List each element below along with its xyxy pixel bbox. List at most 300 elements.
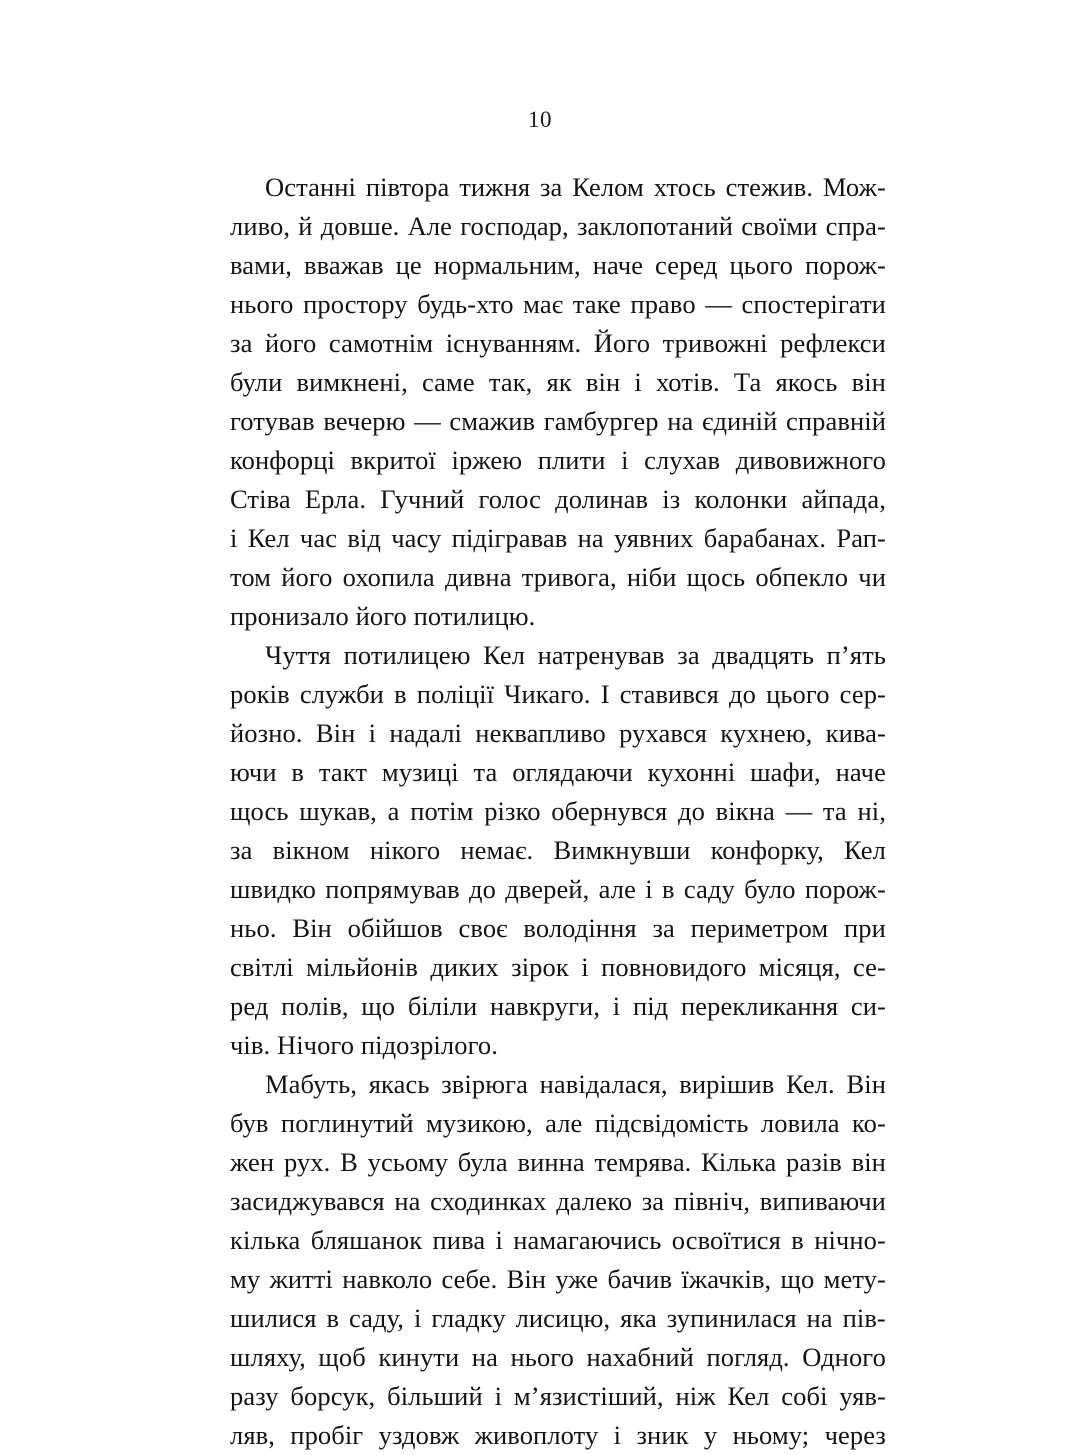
word: том — [230, 562, 272, 592]
word: він — [851, 1147, 886, 1177]
word: його — [281, 562, 333, 592]
word: уздовж — [378, 1420, 460, 1450]
word: дверей, — [505, 874, 590, 904]
word: навідалася, — [539, 1069, 668, 1099]
word: будь-хто — [417, 289, 514, 319]
word: володіння — [523, 913, 637, 943]
word: ко- — [852, 1108, 886, 1138]
word: ніж — [675, 1381, 716, 1411]
word: і — [634, 367, 642, 397]
word: ливо, — [230, 211, 291, 241]
text-line — [230, 246, 886, 285]
word: чів. — [230, 1030, 271, 1060]
word: музикою, — [426, 1108, 533, 1138]
word: ред — [230, 991, 269, 1021]
word: в — [394, 679, 407, 709]
word: служби — [299, 679, 384, 709]
word: щось — [230, 796, 289, 826]
word: разів — [786, 1147, 842, 1177]
word: освоїтися — [671, 1225, 781, 1255]
word: його — [265, 328, 317, 358]
word: мільйонів — [306, 952, 418, 982]
word: це — [395, 250, 422, 280]
word: полів, — [281, 991, 349, 1021]
text-line — [230, 597, 886, 636]
word: Рап- — [836, 523, 886, 553]
text-line — [230, 636, 886, 675]
word: гладку — [431, 1303, 506, 1333]
word: ляв, — [230, 1420, 275, 1450]
word: Він — [506, 1264, 547, 1294]
word: до — [678, 796, 705, 826]
word: за — [539, 172, 563, 202]
word: Останні — [265, 172, 356, 202]
word: якось — [775, 367, 838, 397]
word: такт — [318, 757, 368, 787]
text-line — [230, 753, 886, 792]
word: місяця, — [758, 952, 841, 982]
text-line — [230, 1221, 886, 1260]
text-line — [230, 714, 886, 753]
text-line — [230, 1377, 886, 1416]
text-line — [230, 402, 886, 441]
word: си- — [850, 991, 886, 1021]
word: був — [230, 1108, 269, 1138]
word: се- — [852, 952, 886, 982]
word: їжачків, — [681, 1264, 772, 1294]
word: господар, — [460, 211, 569, 241]
word: років — [230, 679, 290, 709]
word: на — [394, 1186, 421, 1216]
word: себе. — [441, 1264, 498, 1294]
word: нікого — [369, 835, 441, 865]
word: на — [667, 406, 694, 436]
text-line — [230, 1104, 886, 1143]
word: шляху, — [230, 1342, 306, 1372]
text-line — [230, 831, 886, 870]
word: за — [677, 640, 700, 670]
word: на — [806, 1303, 833, 1333]
word: охопила — [342, 562, 435, 592]
word: своє — [458, 913, 508, 943]
word: ньо. — [230, 913, 277, 943]
page-text-block — [230, 168, 886, 1455]
word: вами, — [230, 250, 293, 280]
text-line — [230, 441, 886, 480]
word: за — [230, 328, 253, 358]
word: хтось — [653, 172, 716, 202]
word: право — [630, 289, 696, 319]
word: довше. — [320, 211, 400, 241]
word: різко — [484, 796, 541, 826]
word: звірюга — [441, 1069, 528, 1099]
paragraph — [230, 168, 886, 636]
word: має — [523, 289, 564, 319]
word: колонки — [694, 484, 788, 514]
word: ловила — [760, 1108, 840, 1138]
word: ні, — [857, 796, 886, 826]
word: тривожні — [662, 328, 768, 358]
word: так, — [488, 367, 533, 397]
text-line — [230, 285, 886, 324]
word: серед — [655, 250, 718, 280]
word: немає. — [460, 835, 534, 865]
word: швидко — [230, 874, 316, 904]
word: дивовижного — [735, 445, 886, 475]
word: уявних — [614, 523, 694, 553]
word: уяв- — [839, 1381, 886, 1411]
word: ставився — [619, 679, 719, 709]
word: він — [585, 367, 621, 397]
text-line — [230, 1416, 886, 1455]
word: пів- — [842, 1303, 886, 1333]
text-line — [230, 1065, 886, 1104]
word: чи — [858, 562, 886, 592]
word: в — [291, 757, 305, 787]
text-line — [230, 519, 886, 558]
word: Мож- — [822, 172, 886, 202]
word: в — [326, 1303, 340, 1333]
word: і — [612, 991, 621, 1021]
word: неквапливо — [475, 718, 606, 748]
word: шафи, — [750, 757, 821, 787]
word: натренував — [537, 640, 665, 670]
text-line — [230, 1260, 886, 1299]
word: пива — [432, 1225, 486, 1255]
word: через — [824, 1420, 886, 1450]
word: Він — [846, 1069, 886, 1099]
text-line — [230, 792, 886, 831]
word: обернувся — [551, 796, 668, 826]
word: дивна — [444, 562, 512, 592]
word: нього — [230, 289, 294, 319]
word: і — [230, 523, 238, 553]
word: лисицю, — [515, 1303, 611, 1333]
word: Кел — [247, 523, 290, 553]
word: іржею — [451, 445, 523, 475]
word: випиваючи — [759, 1186, 886, 1216]
word: живоплоту — [474, 1420, 599, 1450]
word: І — [600, 679, 610, 709]
word: вважав — [303, 250, 384, 280]
word: тривога, — [521, 562, 617, 592]
word: борсук, — [290, 1381, 376, 1411]
word: за — [652, 913, 675, 943]
paragraph — [230, 1065, 886, 1455]
word: і — [368, 718, 377, 748]
word: шилися — [230, 1303, 317, 1333]
word: плити — [537, 445, 606, 475]
word: та — [473, 757, 498, 787]
word: на — [471, 1342, 498, 1372]
word: зупинилася — [666, 1303, 797, 1333]
word: поліції — [416, 679, 495, 709]
word: рефлекси — [780, 328, 886, 358]
word: вимкнені, — [296, 367, 408, 397]
word: в — [791, 1225, 804, 1255]
word: під — [632, 991, 669, 1021]
word: саду — [683, 874, 735, 904]
word: готував — [230, 406, 315, 436]
word: м’язистіший, — [513, 1381, 664, 1411]
word: барабанах. — [703, 523, 827, 553]
word: і — [494, 1381, 503, 1411]
word: стежив. — [725, 172, 814, 202]
word: заклопотаний — [576, 211, 734, 241]
word: із — [662, 484, 681, 514]
word: від — [347, 523, 381, 553]
word: вкритої — [350, 445, 436, 475]
word: поглинутий — [280, 1108, 414, 1138]
word: Він — [292, 913, 332, 943]
word: він — [851, 367, 886, 397]
word: потилицею — [343, 640, 471, 670]
word: і — [645, 874, 653, 904]
word: і — [495, 1225, 503, 1255]
word: нахабний — [586, 1342, 694, 1372]
word: справній — [785, 406, 886, 436]
word: шукав, — [299, 796, 377, 826]
word: спра- — [825, 211, 886, 241]
text-line — [230, 324, 886, 363]
word: в — [661, 874, 675, 904]
word: Він — [315, 718, 356, 748]
word: двадцять — [712, 640, 815, 670]
paragraph — [230, 636, 886, 1065]
word: разу — [230, 1381, 279, 1411]
word: пробіг — [290, 1420, 364, 1450]
word: якась — [368, 1069, 430, 1099]
word: кухнею, — [720, 718, 813, 748]
word: слухав — [644, 445, 721, 475]
word: Кел — [844, 835, 886, 865]
word: ючи — [230, 757, 277, 787]
text-line — [230, 870, 886, 909]
word: і — [413, 1303, 422, 1333]
word: ніби — [626, 562, 677, 592]
word: потилицю. — [406, 601, 536, 631]
word: таке — [572, 289, 621, 319]
word: периметром — [690, 913, 829, 943]
word: потім — [410, 796, 474, 826]
word: існуванням. — [445, 328, 582, 358]
word: вікном — [272, 835, 350, 865]
word: жен — [230, 1147, 275, 1177]
word: та — [822, 796, 847, 826]
text-line — [230, 1026, 886, 1065]
word: часу — [391, 523, 442, 553]
word: музиці — [381, 757, 459, 787]
word: Та — [733, 367, 762, 397]
text-line — [230, 1143, 886, 1182]
word: — — [414, 406, 441, 436]
text-line — [230, 207, 886, 246]
word: а — [387, 796, 400, 826]
word: як — [546, 367, 572, 397]
word: Стіва — [230, 484, 291, 514]
word: тижня — [459, 172, 531, 202]
word: Кілька — [701, 1147, 777, 1177]
word: було — [744, 874, 796, 904]
word: Кел — [727, 1381, 770, 1411]
word: Вимкнувши — [553, 835, 691, 865]
word: наче — [592, 250, 644, 280]
word: у — [703, 1420, 718, 1450]
word: собі — [781, 1381, 828, 1411]
word: простору — [303, 289, 408, 319]
word: вікна — [715, 796, 775, 826]
word: яка — [620, 1303, 657, 1333]
word: — — [705, 289, 732, 319]
word: порож- — [804, 874, 886, 904]
word: винна — [517, 1147, 585, 1177]
word: Нічого — [270, 1030, 355, 1060]
word: нього — [510, 1342, 574, 1372]
word: Кел — [483, 640, 526, 670]
word: його — [348, 601, 407, 631]
word: — — [785, 796, 813, 826]
word: кухонні — [647, 757, 736, 787]
page-number: 10 — [528, 107, 552, 132]
word: більший — [387, 1381, 483, 1411]
word: єдиній — [701, 406, 778, 436]
word: бляшанок — [310, 1225, 423, 1255]
word: і — [581, 952, 589, 982]
text-line — [230, 363, 886, 402]
text-line — [230, 480, 886, 519]
word: щоб — [318, 1342, 366, 1372]
word: мету- — [823, 1264, 886, 1294]
word: підозрілого. — [354, 1030, 498, 1060]
word: і — [613, 1420, 622, 1450]
word: повновидого — [601, 952, 747, 982]
text-line — [230, 909, 886, 948]
word: ньому; — [732, 1420, 810, 1450]
word: житті — [269, 1264, 333, 1294]
word: півтора — [365, 172, 450, 202]
word: нічно- — [814, 1225, 886, 1255]
word: нормальним, — [433, 250, 581, 280]
word: і — [621, 445, 629, 475]
word: намагаючись — [513, 1225, 662, 1255]
word: йозно. — [230, 718, 303, 748]
word: рух. — [283, 1147, 331, 1177]
word: Кел. — [786, 1069, 835, 1099]
word: Гучний — [380, 484, 465, 514]
word: наче — [835, 757, 886, 787]
word: саду, — [348, 1303, 405, 1333]
word: темрява. — [594, 1147, 692, 1177]
word: на — [577, 523, 604, 553]
word: але — [545, 1108, 583, 1138]
word: щось — [686, 562, 746, 592]
word: Мабуть, — [265, 1069, 358, 1099]
word: порож- — [804, 250, 886, 280]
word: засиджувався — [230, 1186, 385, 1216]
word: хотів. — [655, 367, 720, 397]
word: сходинках — [430, 1186, 547, 1216]
word: обійшов — [347, 913, 443, 943]
word: цього — [729, 250, 793, 280]
word: Чикаго. — [504, 679, 591, 709]
word: погляд. — [706, 1342, 790, 1372]
word: своїми — [741, 211, 818, 241]
word: за — [641, 1186, 665, 1216]
word: попрямував — [325, 874, 460, 904]
word: сер- — [839, 679, 886, 709]
word: гамбургер — [543, 406, 659, 436]
word: бачив — [607, 1264, 673, 1294]
word: підсвідомість — [594, 1108, 749, 1138]
word: п’ять — [826, 640, 886, 670]
word: Одного — [802, 1342, 886, 1372]
word: уже — [555, 1264, 599, 1294]
word: за — [230, 835, 253, 865]
text-line — [230, 168, 886, 207]
word: навколо — [342, 1264, 433, 1294]
word: Але — [407, 211, 453, 241]
word: Келом — [572, 172, 644, 202]
word: Ерла. — [304, 484, 367, 514]
word: долинав — [555, 484, 649, 514]
text-line — [230, 558, 886, 597]
text-line — [230, 1182, 886, 1221]
word: диких — [430, 952, 499, 982]
word: цього — [766, 679, 830, 709]
word: біліли — [407, 991, 478, 1021]
text-line — [230, 948, 886, 987]
word: самотнім — [328, 328, 434, 358]
word: конфорці — [230, 445, 335, 475]
word: кілька — [230, 1225, 301, 1255]
word: підігравав — [451, 523, 568, 553]
word: були — [230, 367, 283, 397]
word: далеко — [556, 1186, 633, 1216]
word: обпекло — [755, 562, 849, 592]
word: що — [780, 1264, 815, 1294]
word: перекликання — [680, 991, 839, 1021]
word: північ, — [673, 1186, 751, 1216]
word: пронизало — [230, 601, 349, 631]
word: рухався — [619, 718, 707, 748]
word: вечерю — [323, 406, 406, 436]
word: смажив — [449, 406, 536, 436]
word: але — [598, 874, 636, 904]
word: світлі — [230, 952, 294, 982]
word: кинути — [378, 1342, 460, 1372]
word: Його — [593, 328, 651, 358]
word: до — [469, 874, 496, 904]
word: В — [340, 1147, 358, 1177]
word: до — [729, 679, 756, 709]
word: й — [298, 211, 313, 241]
word: що — [361, 991, 396, 1021]
word: му — [230, 1264, 261, 1294]
word: голос — [478, 484, 541, 514]
word: навкруги, — [490, 991, 601, 1021]
word: усьому — [367, 1147, 449, 1177]
word: зірок — [511, 952, 569, 982]
text-line — [230, 675, 886, 714]
word: Чуття — [265, 640, 331, 670]
word: надалі — [389, 718, 463, 748]
word: час — [299, 523, 338, 553]
text-line — [230, 1299, 886, 1338]
word: айпада, — [801, 484, 886, 514]
text-line — [230, 987, 886, 1026]
word: кива- — [825, 718, 886, 748]
text-line — [230, 1338, 886, 1377]
